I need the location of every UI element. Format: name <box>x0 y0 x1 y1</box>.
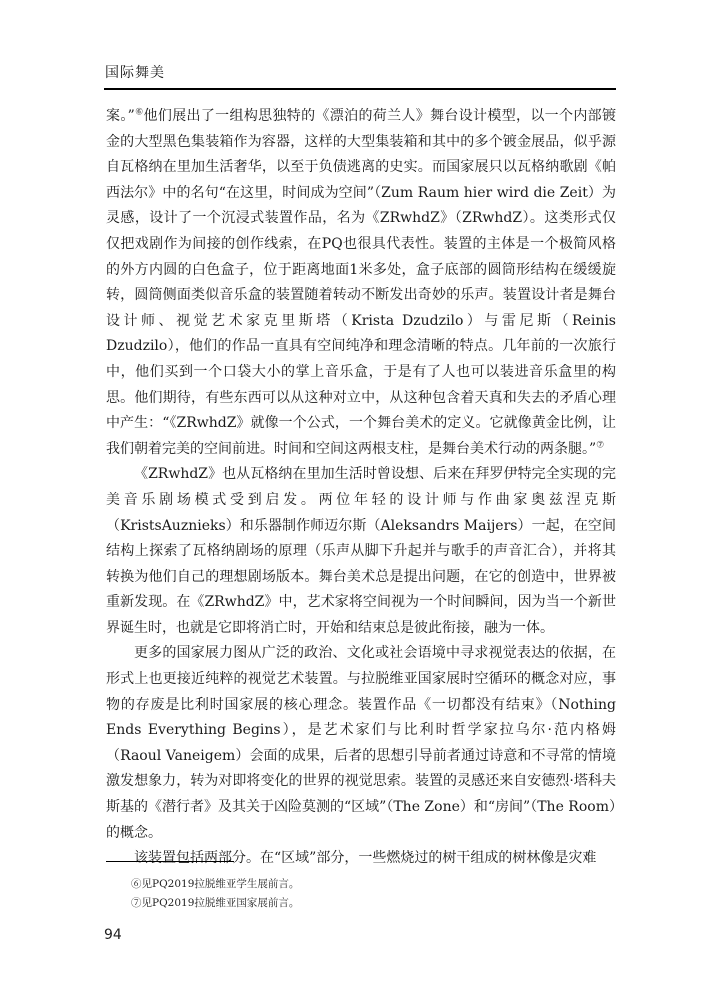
paragraph-4: 该装置包括两部分。在“区域”部分，一些燃烧过的树干组成的树林像是灾难 <box>134 850 597 867</box>
footnote-7: ⑦见PQ2019拉脱维亚国家展前言。 <box>131 897 300 909</box>
running-title: 国际舞美 <box>105 65 165 81</box>
footnote-ref-6[interactable]: ⑥ <box>134 107 144 118</box>
header-rule <box>104 88 616 90</box>
footnote-rule <box>106 861 234 862</box>
paragraph-1-text: 他们展出了一组构思独特的《漂泊的荷兰人》舞台设计模型，以一个内部镀金的大型黑色集装箱作为容器，这样的大型集装箱和其中的多个镀金展品，似乎源自瓦格纳在里加生活奢华，以至于负债逃离的史实。而国家展只以瓦格纳歌剧《帕西法尔》中的名句“在这里，时间成为空间”（Zum Raum hier wird die Zeit）为灵感，设计了一个沉浸式装置作品，名为《ZRwhdZ》（ZRwhdZ）。这类形式仅仅把戏剧作为间接的创作线索，在PQ也很具代表性。装置的主体是一个极简风格的外方内圆的白色盒子，位于距离地面1米多处，盒子底部的圆筒形结构在缓缓旋转，圆筒侧面类似音乐盒的装置随着转动不断发出奇妙的乐声。装置设计者是舞台设计师、视觉艺术家克里斯塔（Krista Dzudzilo）与雷尼斯（Reinis Dzudzilo），他们的作品一直具有空间纯净和理念清晰的特点。几年前的一次旅行中，他们买到一个口袋大小的掌上音乐盒，于是有了人也可以装进音乐盒里的构思。他们期待，有些东西可以从这种对立中，从这种包含着天真和失去的矛盾心理中产生：“《ZRwhdZ》就像一个公式，一个舞台美术的定义。它就像黄金比例，让我们朝着完美的空间前进。时间和空间这两根支柱，是舞台美术行动的两条腿。” <box>106 108 616 457</box>
paragraph-2: 《ZRwhdZ》也从瓦格纳在里加生活时曾设想、后来在拜罗伊特完全实现的完美音乐剧场模式受到启发。两位年轻的设计师与作曲家奥兹涅克斯（KristsAuznieks）和乐器制作师迈尔斯（Aleksandrs Maijers）一起，在空间结构上探索了瓦格纳剧场的原理（乐声从脚下升起并与歌手的声音汇合），并将其转换为他们自己的理想剧场版本。舞台美术总是提出问题，在它的创造中，世界被重新发现。在《ZRwhdZ》中，艺术家将空间视为一个时间瞬间，因为当一个新世界诞生时，也就是它即将消亡时，开始和结束总是彼此衔接，融为一体。 <box>106 466 616 636</box>
footnotes <box>131 875 299 913</box>
page-number: 94 <box>104 927 122 943</box>
footnote-6: ⑥见PQ2019拉脱维亚学生展前言。 <box>131 878 300 890</box>
footnote-ref-7[interactable]: ⑦ <box>596 440 605 451</box>
paragraph-3: 更多的国家展力图从广泛的政治、文化或社会语境中寻求视觉表达的依据，在形式上也更接近纯粹的视觉艺术装置。与拉脱维亚国家展时空循环的概念对应，事物的存废是比利时国家展的核心理念。装置作品《一切都没有结束》（Nothing Ends Everything Begins），是艺术家们与比利时哲学家拉乌尔·范内格姆（Raoul Vaneigem）会面的成果，后者的思想引导前者通过诗意和不寻常的情境激发想象力，转为对即将变化的世界的视觉思索。装置的灵感还来自安德烈·塔科夫斯基的《潜行者》及其关于凶险莫测的“区域”（The Zone）和“房间”（The Room）的概念。 <box>106 645 616 841</box>
paragraph-1-lead: 案。” <box>106 108 135 124</box>
paragraph-1 <box>106 104 616 462</box>
main-text <box>106 104 616 872</box>
